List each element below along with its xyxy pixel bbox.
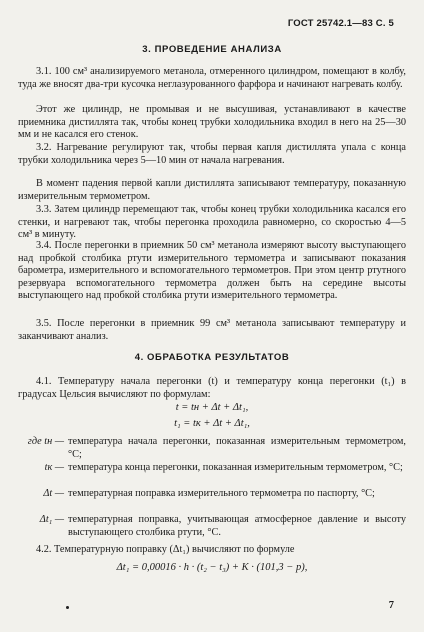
- formula-end-temp: t₁ = tк + Δt + Δt₁,: [174, 418, 250, 429]
- formula-start-temp: t = tн + Δt + Δt₁,: [175, 402, 249, 413]
- definition-desc: температура конца перегонки, показанная измерительным термометром, °С;: [68, 462, 403, 473]
- definition-dt1: [18, 514, 406, 539]
- paragraph-3-3: 3.3. Затем цилиндр перемещают так, чтобы конец трубки холодильника касался его стенки, и нагревают так, чтобы перегонка проходила равномерно, со скоростью 4—5 см³ в минуту.: [18, 204, 406, 241]
- paragraph-4-2: 4.2. Температурную поправку (Δt₁) вычисляют по формуле: [36, 544, 295, 555]
- paragraph-3-5: 3.5. После перегонки в приемник 99 см³ метанола записывают температуру и заканчивают анализ.: [18, 318, 406, 342]
- scan-mark: [66, 606, 69, 609]
- definition-tk: [18, 462, 406, 475]
- definition-tn: [18, 436, 406, 461]
- paragraph-3-2-cont: В момент падения первой капли дистиллята записывают температуру, показанную измерительным термометром.: [18, 178, 406, 202]
- definition-desc: температура начала перегонки, показанная измерительным термометром, °С;: [68, 436, 406, 460]
- definition-term: Δt —: [43, 488, 64, 499]
- formula-correction: Δt₁ = 0,00016 · h · (t₂ − t₃) + K · (101,3 − p),: [116, 562, 308, 573]
- definition-term: tк —: [44, 462, 64, 473]
- page-number: 7: [388, 600, 394, 611]
- section-4-title: 4. ОБРАБОТКА РЕЗУЛЬТАТОВ: [134, 352, 290, 363]
- section-3-title: 3. ПРОВЕДЕНИЕ АНАЛИЗА: [142, 44, 282, 55]
- definition-term: Δt₁ —: [39, 514, 64, 525]
- page-header: ГОСТ 25742.1—83 С. 5: [287, 18, 394, 29]
- paragraph-3-1-cont: Этот же цилиндр, не промывая и не высушивая, устанавливают в качестве приемника дистиллята так, чтобы конец трубки холодильника входил в него на 25—30 мм и не касался его стенок.: [18, 104, 406, 141]
- paragraph-4-1: 4.1. Температуру начала перегонки (t) и температуру конца перегонки (t₁) в градусах Цельсия вычисляют по формулам:: [18, 376, 406, 400]
- paragraph-3-2: 3.2. Нагревание регулируют так, чтобы первая капля дистиллята упала с конца трубки холодильника через 5—10 мин от начала нагревания.: [18, 142, 406, 166]
- paragraph-3-4: 3.4. После перегонки в приемник 50 см³ метанола измеряют высоту выступающего над пробкой столбика ртути измерительного термометра и записывают показания барометра, измерительного и вспомогательного термометров. При этом центр ртутного резервуара вспомогательного термометра должен быть на середине высоты выступающего над пробкой столбика ртути измерительного термометра.: [18, 240, 406, 302]
- paragraph-3-1: 3.1. 100 см³ анализируемого метанола, отмеренного цилиндром, помещают в колбу, туда же вносят два-три кусочка неглазурованного фарфора и начинают нагревать колбу.: [18, 66, 406, 90]
- definition-term: где tн —: [27, 436, 64, 447]
- definition-desc: температурная поправка измерительного термометра по паспорту, °С;: [68, 488, 375, 499]
- definition-desc: температурная поправка, учитывающая атмосферное давление и высоту выступающего столбика ртути, °С.: [68, 514, 406, 538]
- definition-dt: [18, 488, 406, 501]
